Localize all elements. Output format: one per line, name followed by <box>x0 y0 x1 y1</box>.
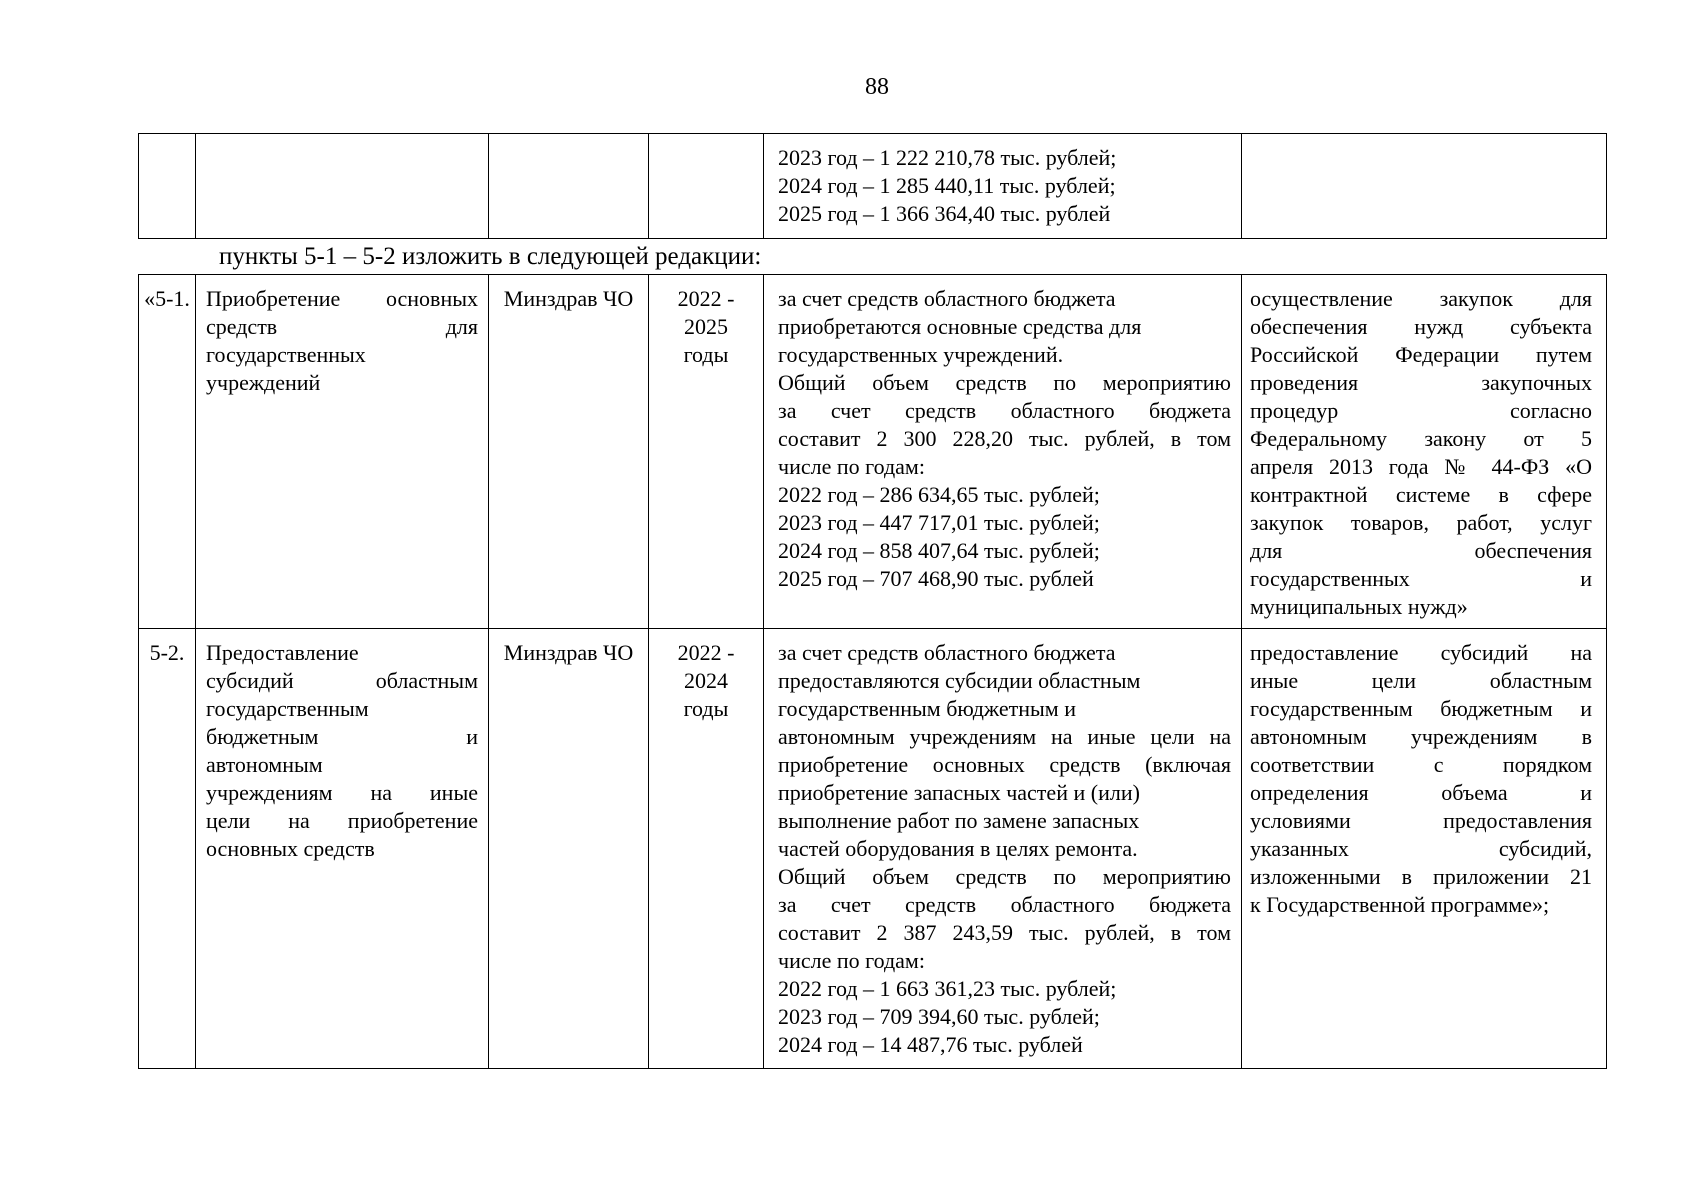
text-line: составит 2 387 243,59 тыс. рублей, в том <box>778 920 1231 945</box>
table-row <box>139 629 1607 1069</box>
text-line: проведения закупочных <box>1250 370 1592 395</box>
implementation-period <box>649 275 764 629</box>
text-line: за счет средств областного бюджета <box>778 640 1116 665</box>
text-line: для обеспечения <box>1250 538 1592 563</box>
text-line: 2024 год – 858 407,64 тыс. рублей; <box>778 538 1100 563</box>
responsible-org: Минздрав ЧО <box>489 629 649 1069</box>
text-line: Предоставление <box>206 640 359 665</box>
text-line: контрактной системе в сфере <box>1250 482 1592 507</box>
measure-description <box>764 275 1242 629</box>
text-line: 2025 <box>684 314 728 339</box>
text-line: выполнение работ по замене запасных <box>778 808 1140 833</box>
text-line: государственным бюджетным и <box>1250 696 1592 721</box>
text-line: к Государственной программе»; <box>1250 892 1550 917</box>
text-line: соответствии с порядком <box>1250 752 1592 777</box>
cell-empty-period <box>649 134 764 239</box>
text-line: условиями предоставления <box>1250 808 1592 833</box>
row-number: 5-2. <box>139 629 196 1069</box>
cell-empty-num <box>139 134 196 239</box>
text-line: годы <box>683 342 729 367</box>
text-line: числе по годам: <box>778 948 925 973</box>
text-line: приобретение запасных частей и (или) <box>778 780 1140 805</box>
text-line: 2022 - <box>677 640 735 665</box>
text-line: учреждений <box>206 370 321 395</box>
text-line: апреля 2013 года № 44-ФЗ «О <box>1250 454 1592 479</box>
text-line: годы <box>683 696 729 721</box>
expected-result <box>1242 629 1607 1069</box>
funding-line: 2024 год – 1 285 440,11 тыс. рублей; <box>778 173 1116 198</box>
text-line: изложенными в приложении 21 <box>1250 864 1592 889</box>
text-line: 2023 год – 447 717,01 тыс. рублей; <box>778 510 1100 535</box>
text-line: 2023 год – 709 394,60 тыс. рублей; <box>778 1004 1100 1029</box>
text-line: автономным учреждениям в <box>1250 724 1592 749</box>
text-line: иные цели областным <box>1250 668 1592 693</box>
row-number: «5-1. <box>139 275 196 629</box>
cell-empty-name <box>196 134 489 239</box>
text-line: Федеральному закону от 5 <box>1250 426 1592 451</box>
measure-name <box>196 629 489 1069</box>
amendment-instruction: пункты 5-1 – 5-2 изложить в следующей редакции: <box>219 243 762 270</box>
text-line: за счет средств областного бюджета <box>778 398 1231 423</box>
text-line: осуществление закупок для <box>1250 286 1592 311</box>
text-line: основных средств <box>206 836 375 861</box>
page-number: 88 <box>865 74 889 100</box>
text-line: составит 2 300 228,20 тыс. рублей, в том <box>778 426 1231 451</box>
text-line: процедур согласно <box>1250 398 1592 423</box>
responsible-org: Минздрав ЧО <box>489 275 649 629</box>
measure-description <box>764 629 1242 1069</box>
text-line: субсидий областным <box>206 668 478 693</box>
text-line: числе по годам: <box>778 454 925 479</box>
text-line: государственных <box>206 342 366 367</box>
text-line: 2024 год – 14 487,76 тыс. рублей <box>778 1032 1083 1057</box>
text-line: автономным <box>206 752 323 777</box>
continuation-table <box>138 133 1607 239</box>
text-line: обеспечения нужд субъекта <box>1250 314 1592 339</box>
implementation-period <box>649 629 764 1069</box>
text-line: 2022 год – 1 663 361,23 тыс. рублей; <box>778 976 1117 1001</box>
text-line: приобретаются основные средства для <box>778 314 1142 339</box>
text-line: Общий объем средств по мероприятию <box>778 370 1231 395</box>
continuation-row <box>139 134 1607 239</box>
text-line: частей оборудования в целях ремонта. <box>778 836 1138 861</box>
text-line: предоставление субсидий на <box>1250 640 1592 665</box>
text-line: цели на приобретение <box>206 808 478 833</box>
text-line: государственных учреждений. <box>778 342 1064 367</box>
text-line: Приобретение основных <box>206 286 478 311</box>
table-row <box>139 275 1607 629</box>
text-line: за счет средств областного бюджета <box>778 892 1231 917</box>
text-line: государственным <box>206 696 369 721</box>
text-line: закупок товаров, работ, услуг <box>1250 510 1592 535</box>
text-line: Общий объем средств по мероприятию <box>778 864 1231 889</box>
text-line: 2025 год – 707 468,90 тыс. рублей <box>778 566 1094 591</box>
text-line: указанных субсидий, <box>1250 836 1592 861</box>
text-line: муниципальных нужд» <box>1250 594 1468 619</box>
text-line: 2022 - <box>677 286 735 311</box>
cell-funding-lines <box>764 134 1242 239</box>
measure-name <box>196 275 489 629</box>
text-line: Российской Федерации путем <box>1250 342 1592 367</box>
cell-empty-result <box>1242 134 1607 239</box>
text-line: бюджетным и <box>206 724 478 749</box>
expected-result <box>1242 275 1607 629</box>
measures-table <box>138 274 1607 1069</box>
text-line: 2022 год – 286 634,65 тыс. рублей; <box>778 482 1100 507</box>
text-line: приобретение основных средств (включая <box>778 752 1231 777</box>
funding-line: 2025 год – 1 366 364,40 тыс. рублей <box>778 201 1111 226</box>
text-line: государственных и <box>1250 566 1592 591</box>
text-line: государственным бюджетным и <box>778 696 1076 721</box>
text-line: учреждениям на иные <box>206 780 478 805</box>
cell-empty-org <box>489 134 649 239</box>
text-line: предоставляются субсидии областным <box>778 668 1141 693</box>
text-line: 2024 <box>684 668 728 693</box>
text-line: определения объема и <box>1250 780 1592 805</box>
text-line: за счет средств областного бюджета <box>778 286 1116 311</box>
text-line: средств для <box>206 314 478 339</box>
funding-line: 2023 год – 1 222 210,78 тыс. рублей; <box>778 145 1117 170</box>
text-line: автономным учреждениям на иные цели на <box>778 724 1231 749</box>
